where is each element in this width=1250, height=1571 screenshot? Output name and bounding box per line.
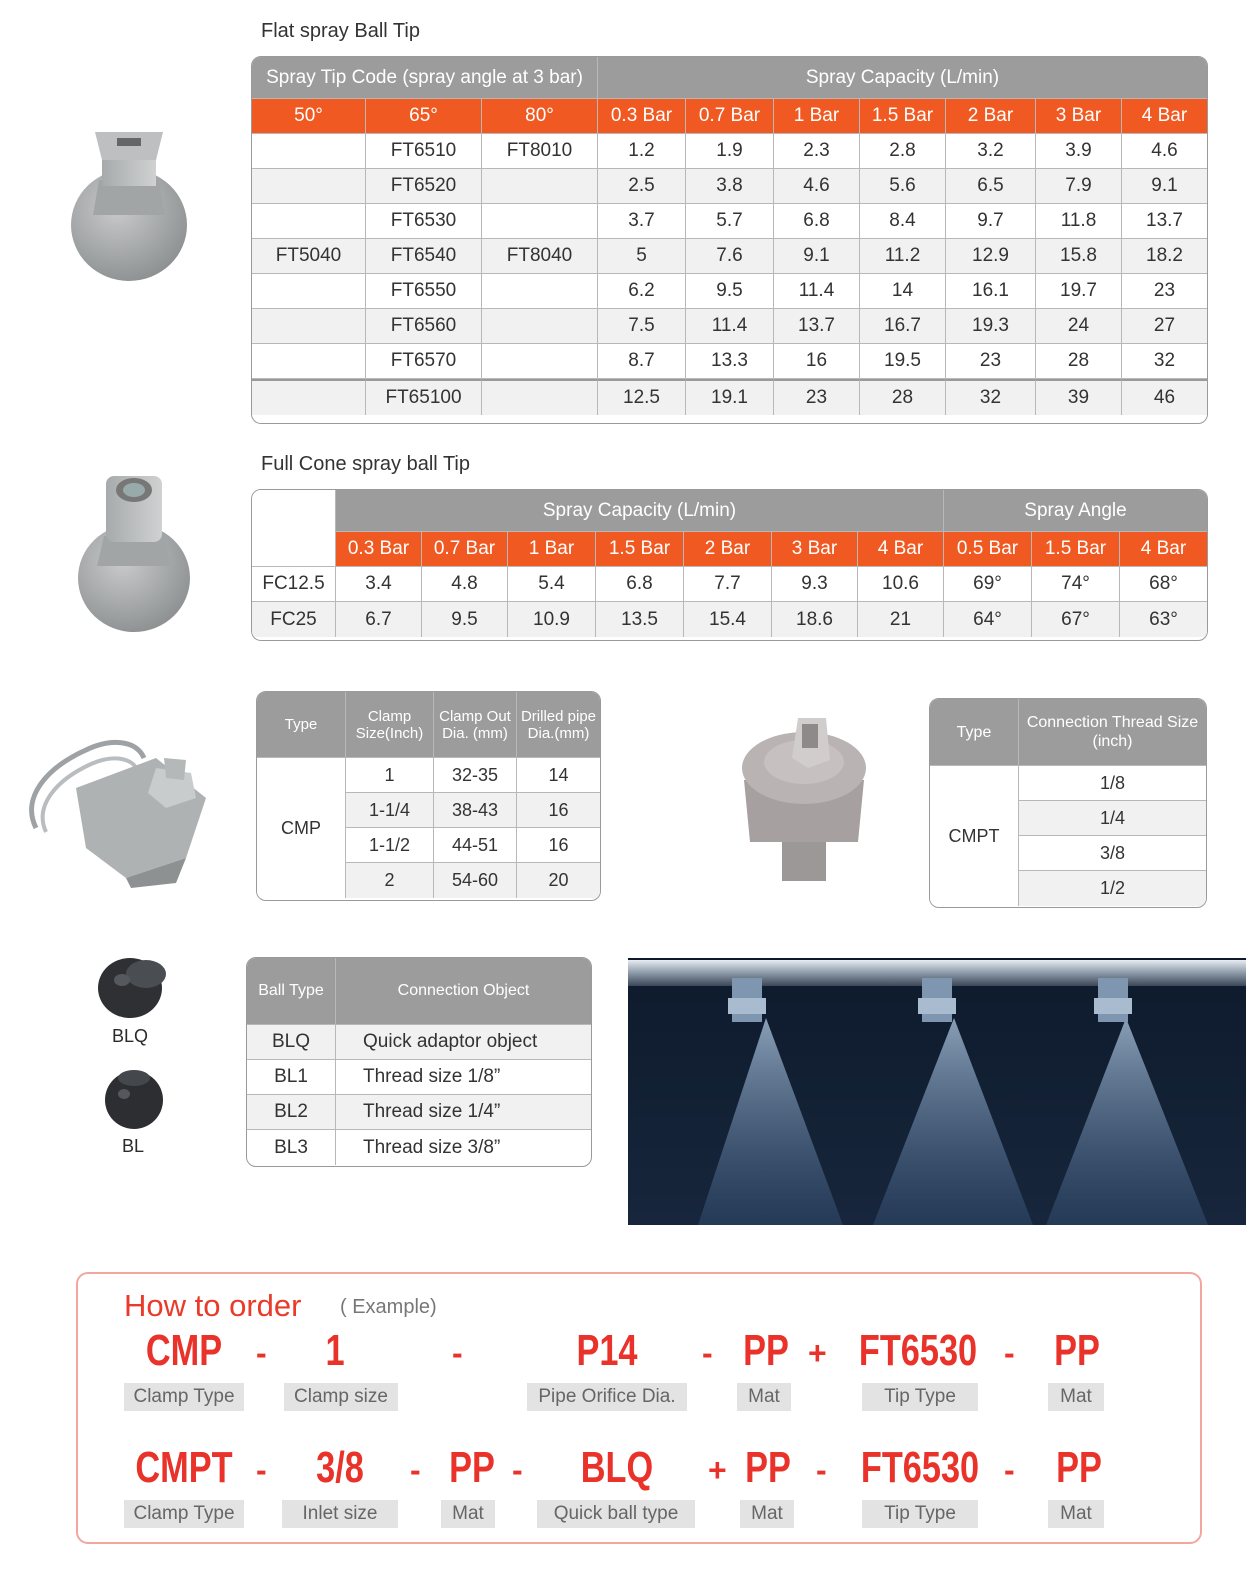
capacity-cell: 28 xyxy=(1036,344,1122,379)
tip-code-cell: FT6520 xyxy=(366,169,482,204)
clamp-value-cell: 1-1/4 xyxy=(346,793,434,828)
value-cell: 74° xyxy=(1032,567,1120,602)
pressure-header: 0.7 Bar xyxy=(686,99,774,134)
pressure-header: 4 Bar xyxy=(858,532,944,567)
order-label: Clamp size xyxy=(284,1383,398,1411)
capacity-cell: 2.8 xyxy=(860,134,946,169)
capacity-cell: 1.2 xyxy=(598,134,686,169)
value-cell: 64° xyxy=(944,602,1032,637)
flat-spray-ball-tip-image xyxy=(62,120,197,290)
how-to-order-subtitle: ( Example) xyxy=(340,1296,437,1318)
order-separator: - xyxy=(256,1335,267,1371)
capacity-cell: 9.1 xyxy=(1122,169,1207,204)
capacity-cell: 16 xyxy=(774,344,860,379)
pressure-header: 1.5 Bar xyxy=(596,532,684,567)
order-label: Clamp Type xyxy=(124,1383,244,1411)
capacity-cell: 3.9 xyxy=(1036,134,1122,169)
value-cell: 10.6 xyxy=(858,567,944,602)
table-row xyxy=(247,1025,591,1060)
capacity-cell: 39 xyxy=(1036,379,1122,415)
pressure-header: 4 Bar xyxy=(1122,99,1207,134)
flat-spray-table-frame xyxy=(251,56,1208,424)
thread-type-cell: CMPT xyxy=(930,766,1019,906)
capacity-cell: 9.1 xyxy=(774,239,860,274)
table-row xyxy=(252,379,1207,415)
tip-code-cell xyxy=(252,344,366,379)
pressure-header: 1 Bar xyxy=(774,99,860,134)
capacity-cell: 6.5 xyxy=(946,169,1036,204)
tip-code-cell xyxy=(482,379,598,415)
capacity-cell: 3.8 xyxy=(686,169,774,204)
order-separator: - xyxy=(410,1452,421,1488)
tip-code-cell xyxy=(252,169,366,204)
angle-header: 50° xyxy=(252,99,366,134)
ball-type-cell: BLQ xyxy=(247,1025,336,1060)
pressure-header: 3 Bar xyxy=(1036,99,1122,134)
thread-size-cell: 1/8 xyxy=(1019,766,1206,801)
tip-code-cell: FT6560 xyxy=(366,309,482,344)
tip-code-cell xyxy=(252,274,366,309)
value-cell: 18.6 xyxy=(772,602,858,637)
capacity-cell: 6.8 xyxy=(774,204,860,239)
table-row xyxy=(252,309,1207,344)
flat-header-code: Spray Tip Code (spray angle at 3 bar) xyxy=(252,57,598,99)
tip-code-cell xyxy=(482,344,598,379)
pressure-header: 3 Bar xyxy=(772,532,858,567)
tip-code-cell: FT5040 xyxy=(252,239,366,274)
tip-code-cell: FT6550 xyxy=(366,274,482,309)
table-row xyxy=(252,274,1207,309)
capacity-cell: 5.6 xyxy=(860,169,946,204)
angle-header: 80° xyxy=(482,99,598,134)
capacity-cell: 23 xyxy=(946,344,1036,379)
cone-header-angle: Spray Angle xyxy=(944,490,1207,532)
capacity-cell: 23 xyxy=(774,379,860,415)
clamp-header-size: Clamp Size(Inch) xyxy=(346,692,434,758)
order-code: 3/8 xyxy=(316,1443,364,1492)
table-row xyxy=(930,766,1206,801)
order-separator: + xyxy=(708,1452,727,1488)
ball-header-object: Connection Object xyxy=(336,958,591,1025)
order-code: PP xyxy=(743,1326,789,1375)
thread-table xyxy=(930,699,1206,906)
clamp-value-cell: 44-51 xyxy=(434,828,517,863)
thread-table-frame xyxy=(929,698,1207,908)
order-label: Mat xyxy=(740,1500,794,1528)
capacity-cell: 5.7 xyxy=(686,204,774,239)
clamp-nozzle-image xyxy=(16,728,211,888)
blq-image-label: BLQ xyxy=(112,1026,149,1046)
order-separator: + xyxy=(808,1335,827,1371)
capacity-cell: 12.9 xyxy=(946,239,1036,274)
tip-code-cell xyxy=(252,134,366,169)
table-row xyxy=(247,1060,591,1095)
tip-code-cell: FT6540 xyxy=(366,239,482,274)
order-separator: - xyxy=(1004,1335,1015,1371)
capacity-cell: 8.4 xyxy=(860,204,946,239)
tip-code-cell: FT6570 xyxy=(366,344,482,379)
capacity-cell: 2.3 xyxy=(774,134,860,169)
order-label: Mat xyxy=(737,1383,791,1411)
clamp-table-frame xyxy=(256,691,601,901)
capacity-cell: 19.5 xyxy=(860,344,946,379)
capacity-cell: 16.7 xyxy=(860,309,946,344)
spray-nozzles-photo xyxy=(628,958,1246,1225)
capacity-cell: 7.6 xyxy=(686,239,774,274)
capacity-cell: 11.4 xyxy=(774,274,860,309)
connection-object-cell: Thread size 1/4” xyxy=(336,1095,591,1130)
tip-code-cell xyxy=(482,309,598,344)
ball-type-cell: BL3 xyxy=(247,1130,336,1165)
tip-code-cell xyxy=(252,379,366,415)
capacity-cell: 15.8 xyxy=(1036,239,1122,274)
clamp-value-cell: 38-43 xyxy=(434,793,517,828)
capacity-cell: 5 xyxy=(598,239,686,274)
tip-code-cell: FT6510 xyxy=(366,134,482,169)
capacity-cell: 32 xyxy=(1122,344,1207,379)
order-code: PP xyxy=(1054,1326,1100,1375)
ball-table xyxy=(247,958,591,1165)
capacity-cell: 32 xyxy=(946,379,1036,415)
order-label: Mat xyxy=(1048,1500,1104,1528)
tip-code-cell xyxy=(482,204,598,239)
capacity-cell: 11.8 xyxy=(1036,204,1122,239)
tip-code-cell: FT8010 xyxy=(482,134,598,169)
tip-code-cell: FT65100 xyxy=(366,379,482,415)
order-code: P14 xyxy=(576,1326,638,1375)
how-to-order-title: How to order xyxy=(124,1288,302,1323)
table-row xyxy=(252,344,1207,379)
tip-code-cell: FT6530 xyxy=(366,204,482,239)
thread-size-cell: 1/4 xyxy=(1019,801,1206,836)
clamp-value-cell: 20 xyxy=(517,863,600,898)
full-cone-table-frame xyxy=(251,489,1208,641)
ball-table-frame xyxy=(246,957,592,1167)
order-code: FT6530 xyxy=(860,1443,980,1492)
table-row xyxy=(252,169,1207,204)
tip-code-cell xyxy=(482,274,598,309)
tip-code-cell xyxy=(252,204,366,239)
order-label: Pipe Orifice Dia. xyxy=(527,1383,687,1411)
pressure-header: 2 Bar xyxy=(946,99,1036,134)
capacity-cell: 18.2 xyxy=(1122,239,1207,274)
order-label: Inlet size xyxy=(282,1500,398,1528)
capacity-cell: 16.1 xyxy=(946,274,1036,309)
angle-pressure-header: 1.5 Bar xyxy=(1032,532,1120,567)
order-code: BLQ xyxy=(580,1443,654,1492)
capacity-cell: 19.7 xyxy=(1036,274,1122,309)
order-separator: - xyxy=(702,1335,713,1371)
capacity-cell: 2.5 xyxy=(598,169,686,204)
flat-spray-table xyxy=(252,57,1207,415)
capacity-cell: 13.3 xyxy=(686,344,774,379)
capacity-cell: 14 xyxy=(860,274,946,309)
capacity-cell: 9.5 xyxy=(686,274,774,309)
capacity-cell: 7.9 xyxy=(1036,169,1122,204)
cone-corner-cell xyxy=(252,490,336,567)
capacity-cell: 28 xyxy=(860,379,946,415)
value-cell: 21 xyxy=(858,602,944,637)
table-row xyxy=(252,134,1207,169)
value-cell: 5.4 xyxy=(508,567,596,602)
pressure-header: 2 Bar xyxy=(684,532,772,567)
value-cell: 6.7 xyxy=(336,602,422,637)
tip-code-cell: FT8040 xyxy=(482,239,598,274)
bl-image-label: BL xyxy=(122,1136,145,1156)
thread-size-cell: 3/8 xyxy=(1019,836,1206,871)
order-code: CMP xyxy=(145,1326,223,1375)
thread-size-cell: 1/2 xyxy=(1019,871,1206,906)
clamp-value-cell: 1-1/2 xyxy=(346,828,434,863)
pressure-header: 1 Bar xyxy=(508,532,596,567)
blq-ball-image xyxy=(96,952,171,1020)
capacity-cell: 46 xyxy=(1122,379,1207,415)
table-row xyxy=(257,758,600,793)
capacity-cell: 6.2 xyxy=(598,274,686,309)
capacity-cell: 11.4 xyxy=(686,309,774,344)
ball-header-type: Ball Type xyxy=(247,958,336,1025)
capacity-cell: 13.7 xyxy=(774,309,860,344)
order-label: Tip Type xyxy=(862,1500,978,1528)
capacity-cell: 23 xyxy=(1122,274,1207,309)
table-row xyxy=(252,602,1207,637)
connection-object-cell: Quick adaptor object xyxy=(336,1025,591,1060)
order-code: 1 xyxy=(325,1326,345,1375)
value-cell: 7.7 xyxy=(684,567,772,602)
capacity-cell: 3.7 xyxy=(598,204,686,239)
flat-section-title: Flat spray Ball Tip xyxy=(261,20,420,42)
connection-object-cell: Thread size 1/8” xyxy=(336,1060,591,1095)
value-cell: 4.8 xyxy=(422,567,508,602)
capacity-cell: 3.2 xyxy=(946,134,1036,169)
clamp-type-cell: CMP xyxy=(257,758,346,898)
ball-type-cell: BL1 xyxy=(247,1060,336,1095)
order-code: PP xyxy=(745,1443,791,1492)
clamp-value-cell: 32-35 xyxy=(434,758,517,793)
order-separator: - xyxy=(816,1452,827,1488)
order-separator: - xyxy=(452,1335,463,1371)
cone-code-cell: FC12.5 xyxy=(252,567,336,602)
tip-code-cell xyxy=(482,169,598,204)
capacity-cell: 19.1 xyxy=(686,379,774,415)
full-cone-ball-tip-image xyxy=(72,468,197,636)
order-separator: - xyxy=(1004,1452,1015,1488)
pressure-header: 0.7 Bar xyxy=(422,532,508,567)
value-cell: 69° xyxy=(944,567,1032,602)
value-cell: 6.8 xyxy=(596,567,684,602)
value-cell: 3.4 xyxy=(336,567,422,602)
value-cell: 9.3 xyxy=(772,567,858,602)
order-label: Mat xyxy=(1048,1383,1104,1411)
clamp-header-type: Type xyxy=(257,692,346,758)
value-cell: 15.4 xyxy=(684,602,772,637)
cone-header-capacity: Spray Capacity (L/min) xyxy=(336,490,944,532)
angle-pressure-header: 0.5 Bar xyxy=(944,532,1032,567)
capacity-cell: 19.3 xyxy=(946,309,1036,344)
table-row xyxy=(252,239,1207,274)
clamp-header-pipe-dia: Drilled pipe Dia.(mm) xyxy=(517,692,600,758)
value-cell: 67° xyxy=(1032,602,1120,637)
capacity-cell: 1.9 xyxy=(686,134,774,169)
capacity-cell: 24 xyxy=(1036,309,1122,344)
cone-code-cell: FC25 xyxy=(252,602,336,637)
capacity-cell: 12.5 xyxy=(598,379,686,415)
capacity-cell: 9.7 xyxy=(946,204,1036,239)
order-code: FT6530 xyxy=(858,1326,978,1375)
order-label: Tip Type xyxy=(862,1383,978,1411)
clamp-table xyxy=(257,692,600,898)
clamp-value-cell: 54-60 xyxy=(434,863,517,898)
clamp-value-cell: 16 xyxy=(517,828,600,863)
value-cell: 63° xyxy=(1120,602,1207,637)
capacity-cell: 4.6 xyxy=(774,169,860,204)
pressure-header: 1.5 Bar xyxy=(860,99,946,134)
value-cell: 13.5 xyxy=(596,602,684,637)
tip-code-cell xyxy=(252,309,366,344)
clamp-header-out-dia: Clamp Out Dia. (mm) xyxy=(434,692,517,758)
table-row xyxy=(247,1095,591,1130)
clamp-value-cell: 1 xyxy=(346,758,434,793)
clamp-value-cell: 16 xyxy=(517,793,600,828)
clamp-value-cell: 14 xyxy=(517,758,600,793)
thread-header-size: Connection Thread Size (inch) xyxy=(1019,699,1206,766)
order-code: PP xyxy=(1056,1443,1102,1492)
clamp-value-cell: 2 xyxy=(346,863,434,898)
pressure-header: 0.3 Bar xyxy=(598,99,686,134)
pressure-header: 0.3 Bar xyxy=(336,532,422,567)
table-row xyxy=(252,204,1207,239)
capacity-cell: 8.7 xyxy=(598,344,686,379)
thread-header-type: Type xyxy=(930,699,1019,766)
capacity-cell: 27 xyxy=(1122,309,1207,344)
ball-type-cell: BL2 xyxy=(247,1095,336,1130)
capacity-cell: 4.6 xyxy=(1122,134,1207,169)
table-row xyxy=(247,1130,591,1165)
order-code: CMPT xyxy=(135,1443,233,1492)
capacity-cell: 13.7 xyxy=(1122,204,1207,239)
order-label: Quick ball type xyxy=(537,1500,695,1528)
bl-ball-image xyxy=(102,1066,166,1132)
value-cell: 10.9 xyxy=(508,602,596,637)
connection-object-cell: Thread size 3/8” xyxy=(363,1136,501,1158)
value-cell: 9.5 xyxy=(422,602,508,637)
order-label: Mat xyxy=(441,1500,495,1528)
flat-header-capacity: Spray Capacity (L/min) xyxy=(598,57,1207,99)
order-separator: - xyxy=(256,1452,267,1488)
threaded-nozzle-image xyxy=(738,710,870,882)
order-label: Clamp Type xyxy=(124,1500,244,1528)
table-row xyxy=(252,567,1207,602)
order-code: PP xyxy=(449,1443,495,1492)
capacity-cell: 7.5 xyxy=(598,309,686,344)
value-cell: 68° xyxy=(1120,567,1207,602)
capacity-cell: 11.2 xyxy=(860,239,946,274)
angle-pressure-header: 4 Bar xyxy=(1120,532,1207,567)
full-cone-table xyxy=(252,490,1207,637)
cone-section-title: Full Cone spray ball Tip xyxy=(261,453,470,475)
angle-header: 65° xyxy=(366,99,482,134)
order-separator: - xyxy=(512,1452,523,1488)
